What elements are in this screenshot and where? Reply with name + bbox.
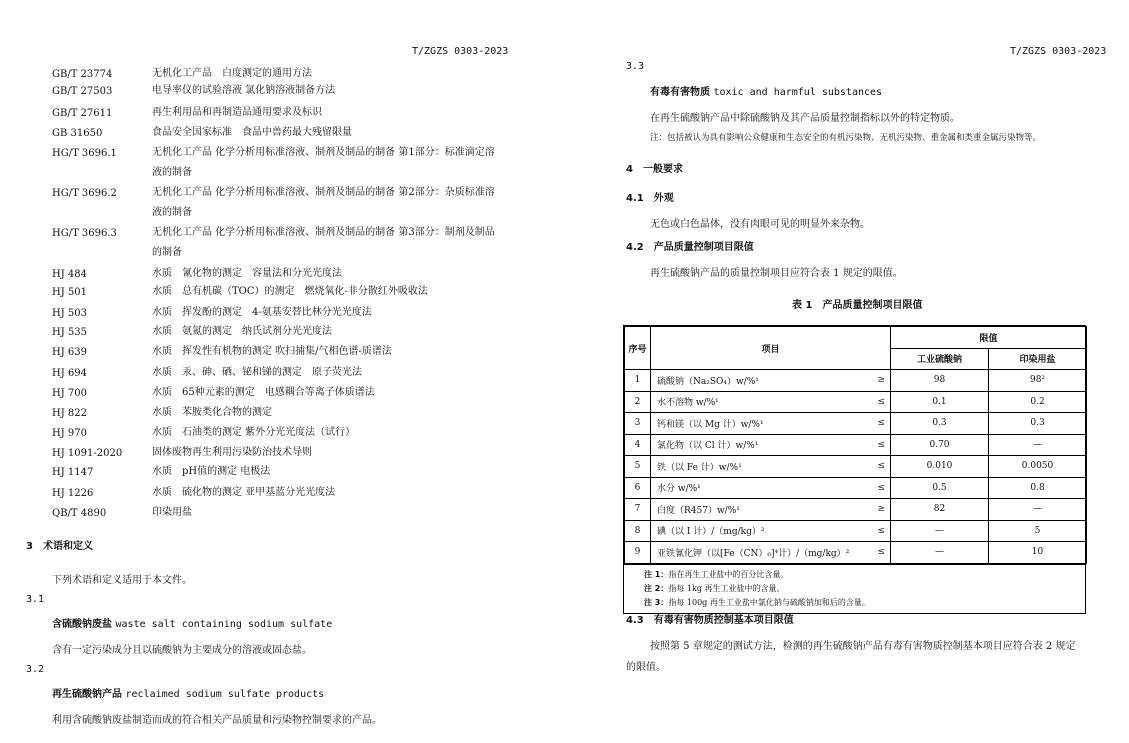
section-4-3-text-line2: 的限值。: [626, 662, 666, 673]
reference-title: 水质 总有机碳（TOC）的测定 燃烧氧化-非分散红外吸收法: [152, 286, 428, 297]
term-3-1-heading: [52, 615, 332, 630]
term-3-2-zh: 再生硫酸钠产品: [52, 689, 126, 700]
table-row: [625, 520, 1087, 542]
cell-no: 9: [625, 542, 651, 564]
left-page: [0, 0, 560, 743]
cell-item: 硫酸钠（Na₂SO₄）w/%¹: [651, 370, 873, 392]
page-header-code-right: T/ZGZS 0303-2023: [1010, 46, 1107, 57]
term-3-2-en: reclaimed sodium sulfate products: [125, 689, 325, 700]
th-no: 序号: [625, 327, 651, 370]
cell-relation: ≤: [873, 391, 891, 413]
section-4-2-text: 再生硫酸钠产品的质量控制项目应符合表 1 规定的限值。: [650, 268, 903, 279]
table-row: [625, 413, 1087, 435]
cell-no: 7: [625, 499, 651, 521]
table-note-text: 指每 100g 再生工业盐中氯化钠与硫酸钠加和后的含量。: [668, 597, 870, 607]
cell-no: 2: [625, 391, 651, 413]
cell-industrial: 0.1: [891, 391, 989, 413]
reference-title: 再生利用品和再制造品通用要求及标识: [152, 107, 322, 118]
th-industrial: 工业硫酸钠: [891, 348, 989, 370]
reference-code: QB/T 4890: [52, 508, 107, 519]
page-header-code: T/ZGZS 0303-2023: [412, 46, 509, 57]
reference-code: HJ 694: [52, 368, 87, 379]
cell-relation: ≥: [873, 370, 891, 392]
term-3-3-definition: 在再生硫酸钠产品中除硫酸钠及其产品质量控制指标以外的特定物质。: [650, 113, 960, 124]
cell-item: 白度（R457）w/%¹: [651, 499, 873, 521]
table-row: [625, 434, 1087, 456]
term-3-1-zh: 含硫酸钠废盐: [52, 619, 116, 630]
table-note-text: 指在再生工业盐中的百分比含量。: [668, 569, 789, 579]
reference-code: GB/T 27611: [52, 108, 113, 119]
table-1-title: 表 1 产品质量控制项目限值: [792, 300, 923, 311]
cell-dyeing-salt: 0.2: [989, 391, 1087, 413]
th-dyeing-salt: 印染用盐: [989, 348, 1087, 370]
cell-item: 碘（以 I 计）/（mg/kg）²: [651, 520, 873, 542]
reference-code: GB/T 23774: [52, 69, 113, 80]
cell-item: 铁（以 Fe 计）w/%¹: [651, 456, 873, 478]
table-notes: [624, 564, 1085, 613]
reference-title: 水质 氨氮的测定 纳氏试剂分光光度法: [152, 326, 332, 337]
term-3-3-heading: [650, 83, 882, 98]
cell-dyeing-salt: 5: [989, 520, 1087, 542]
term-3-1-en: waste salt containing sodium sulfate: [115, 619, 333, 630]
reference-code: GB 31650: [52, 128, 103, 139]
th-limit: 限值: [891, 327, 1087, 349]
reference-code: HJ 1091-2020: [52, 448, 123, 459]
reference-title: 水质 苯胺类化合物的测定: [152, 407, 272, 418]
reference-code: GB/T 27503: [52, 86, 113, 97]
cell-relation: ≤: [873, 477, 891, 499]
reference-code: HJ 700: [52, 388, 87, 399]
cell-item: 钙和镁（以 Mg 计）w/%¹: [651, 413, 873, 435]
reference-code: HJ 535: [52, 327, 87, 338]
term-3-1-definition: 含有一定污染成分且以硫酸钠为主要成分的溶液或固态盐。: [52, 645, 312, 656]
table-note-text: 指每 1kg 再生工业盐中的含量。: [668, 583, 785, 593]
table-note-label: 注 3：: [644, 597, 669, 607]
term-3-2-definition: 利用含硫酸钠废盐制造而成的符合相关产品质量和污染物控制要求的产品。: [52, 715, 382, 726]
term-3-3-en: toxic and harmful substances: [713, 87, 883, 98]
table-row: [625, 391, 1087, 413]
table-note: [644, 568, 1085, 582]
cell-relation: ≤: [873, 456, 891, 478]
section-3-title: 3 术语和定义: [26, 541, 93, 552]
section-4-2-title: 4.2 产品质量控制项目限值: [626, 242, 754, 253]
reference-title: 水质 氰化物的测定 容量法和分光光度法: [152, 268, 342, 279]
cell-industrial: 0.70: [891, 434, 989, 456]
cell-item: 水不溶物 w/%¹: [651, 391, 873, 413]
cell-dyeing-salt: 0.3: [989, 413, 1087, 435]
cell-dyeing-salt: —: [989, 434, 1087, 456]
cell-industrial: 82: [891, 499, 989, 521]
reference-code: HJ 970: [52, 428, 87, 439]
cell-dyeing-salt: 0.0050: [989, 456, 1087, 478]
reference-code: HJ 639: [52, 347, 87, 358]
reference-title: 无机化工产品 化学分析用标准溶液、制剂及制品的制备 第3部分：制剂及制品的制备: [152, 227, 495, 258]
table-note-label: 注 1：: [644, 569, 669, 579]
cell-relation: ≤: [873, 520, 891, 542]
table-row: [625, 456, 1087, 478]
reference-code: HG/T 3696.1: [52, 148, 117, 159]
cell-industrial: 0.5: [891, 477, 989, 499]
term-3-2-heading: [52, 685, 324, 700]
cell-dyeing-salt: 10: [989, 542, 1087, 564]
cell-no: 3: [625, 413, 651, 435]
section-4-3-text-line1: 按照第 5 章规定的测试方法，检测的再生硫酸钠产品有毒有害物质控制基本项目应符合表 2 规定: [650, 641, 1076, 652]
reference-title: 印染用盐: [152, 507, 192, 518]
reference-title: 水质 石油类的测定 紫外分光光度法（试行）: [152, 427, 356, 438]
cell-no: 5: [625, 456, 651, 478]
cell-no: 8: [625, 520, 651, 542]
term-3-3-zh: 有毒有害物质: [650, 87, 714, 98]
cell-no: 4: [625, 434, 651, 456]
section-4-1-text: 无色或白色晶体，没有肉眼可见的明显外来杂物。: [650, 219, 870, 230]
cell-item: 氯化物（以 Cl 计）w/%¹: [651, 434, 873, 456]
term-3-2-number: 3.2: [26, 664, 45, 675]
table-note-label: 注 2：: [644, 583, 669, 593]
section-4-title: 4 一般要求: [626, 164, 683, 175]
reference-title: 电导率仪的试验溶液 氯化钠溶液制备方法: [152, 85, 336, 96]
reference-code: HJ 1147: [52, 467, 94, 478]
cell-dyeing-salt: —: [989, 499, 1087, 521]
cell-relation: ≤: [873, 542, 891, 564]
quality-limits-table: [623, 325, 1086, 614]
reference-title: 水质 汞、砷、硒、铋和锑的测定 原子荧光法: [152, 367, 362, 378]
cell-item: 水分 w/%¹: [651, 477, 873, 499]
table-note: [644, 582, 1085, 596]
term-3-3-note: 注：包括被认为具有影响公众健康和生态安全的有机污染物、无机污染物、重金属和类重金属污染物等。: [650, 133, 1042, 143]
reference-code: HG/T 3696.3: [52, 228, 117, 239]
cell-dyeing-salt: 98²: [989, 370, 1087, 392]
reference-title: 固体废物再生利用污染防治技术导则: [152, 447, 312, 458]
reference-code: HG/T 3696.2: [52, 188, 117, 199]
reference-code: HJ 501: [52, 287, 87, 298]
section-3-intro: 下列术语和定义适用于本文件。: [52, 575, 192, 586]
table-row: [625, 370, 1087, 392]
cell-item: 亚铁氰化钾（以[Fe（CN）₆]⁴计）/（mg/kg）²: [651, 542, 873, 564]
reference-code: HJ 484: [52, 269, 87, 280]
section-4-3-title: 4.3 有毒有害物质控制基本项目限值: [626, 615, 794, 626]
reference-title: 水质 pH值的测定 电极法: [152, 466, 271, 477]
cell-industrial: 0.010: [891, 456, 989, 478]
cell-no: 1: [625, 370, 651, 392]
reference-code: HJ 1226: [52, 488, 94, 499]
cell-industrial: 0.3: [891, 413, 989, 435]
table-row: [625, 542, 1087, 564]
term-3-1-number: 3.1: [26, 594, 45, 605]
cell-industrial: 98: [891, 370, 989, 392]
reference-code: HJ 503: [52, 308, 87, 319]
cell-industrial: —: [891, 520, 989, 542]
reference-title: 无机化工产品 白度测定的通用方法: [152, 68, 312, 79]
reference-code: HJ 822: [52, 408, 87, 419]
cell-industrial: —: [891, 542, 989, 564]
reference-title: 食品安全国家标准 食品中兽药最大残留限量: [152, 127, 352, 138]
cell-dyeing-salt: 0.8: [989, 477, 1087, 499]
reference-title: 无机化工产品 化学分析用标准溶液、制剂及制品的制备 第1部分：标准滴定溶液的制备: [152, 147, 495, 178]
reference-title: 水质 挥发性有机物的测定 吹扫捕集/气相色谱-质谱法: [152, 346, 392, 357]
section-4-1-title: 4.1 外观: [626, 193, 674, 204]
cell-relation: ≤: [873, 413, 891, 435]
cell-relation: ≤: [873, 434, 891, 456]
th-item: 项目: [651, 327, 891, 370]
table-row: [625, 499, 1087, 521]
reference-title: 无机化工产品 化学分析用标准溶液、制剂及制品的制备 第2部分：杂质标准溶液的制备: [152, 187, 495, 218]
reference-title: 水质 65种元素的测定 电感耦合等离子体质谱法: [152, 387, 375, 398]
reference-title: 水质 硫化物的测定 亚甲基蓝分光光度法: [152, 487, 336, 498]
term-3-3-number: 3.3: [626, 61, 645, 72]
table-row: [625, 477, 1087, 499]
cell-no: 6: [625, 477, 651, 499]
table-note: [644, 596, 1085, 610]
cell-relation: ≥: [873, 499, 891, 521]
reference-title: 水质 挥发酚的测定 4-氨基安替比林分光光度法: [152, 307, 372, 318]
